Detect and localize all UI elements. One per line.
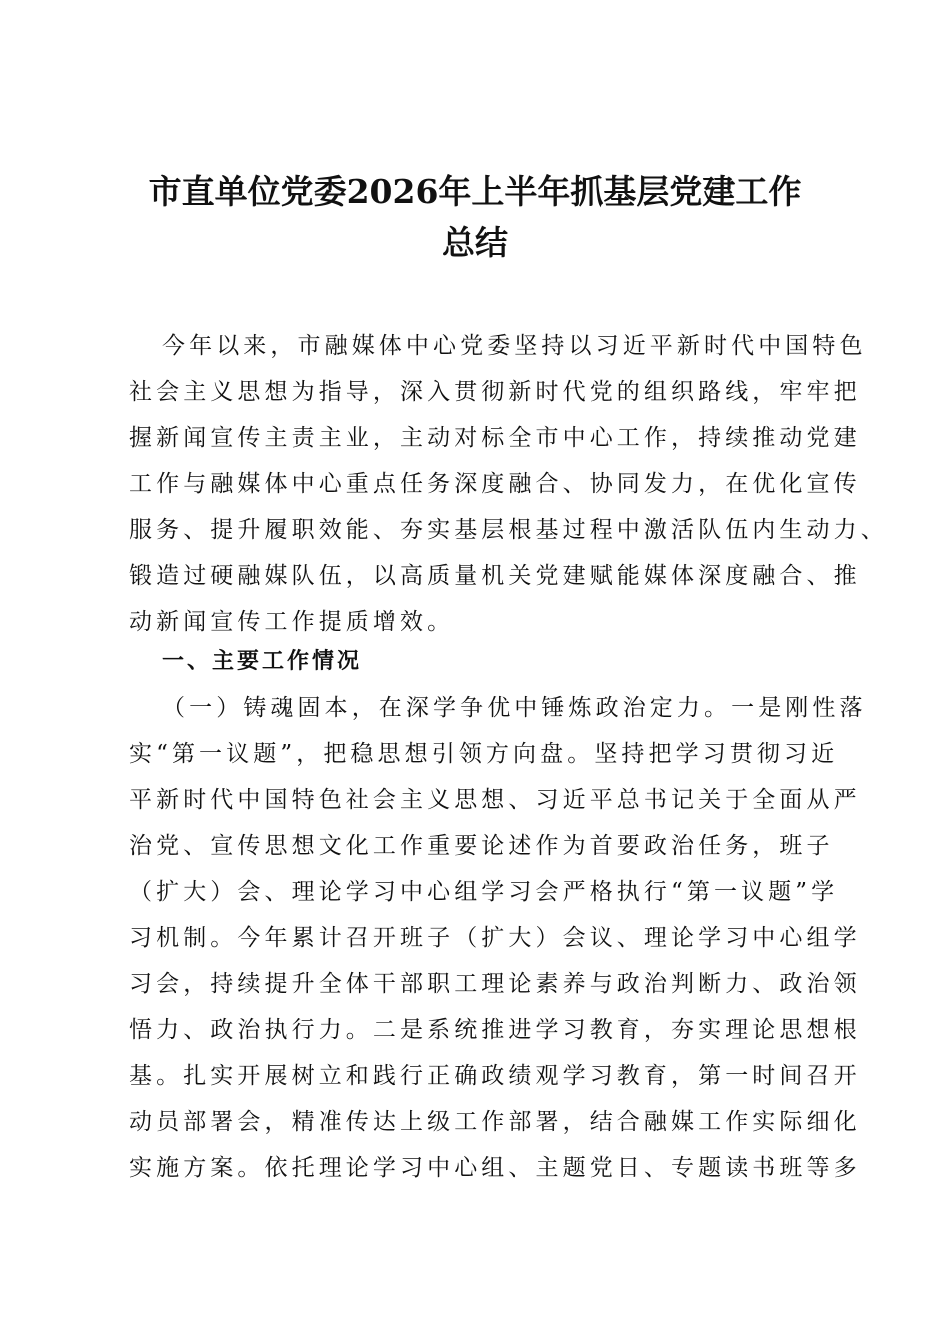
paragraph-line: 习机制。今年累计召开班子（扩大）会议、理论学习中心组学 — [129, 925, 861, 951]
paragraph-line: 社会主义思想为指导，深入贯彻新时代党的组织路线，牢牢把 — [129, 379, 861, 405]
paragraph-line: 服务、提升履职效能、夯实基层根基过程中激活队伍内生动力、 — [129, 517, 888, 543]
paragraph-line: 动新闻宣传工作提质增效。 — [129, 609, 455, 635]
paragraph-line: 实施方案。依托理论学习中心组、主题党日、专题读书班等多 — [129, 1155, 861, 1181]
paragraph-line: （一）铸魂固本，在深学争优中锤炼政治定力。一是刚性落 — [162, 695, 867, 721]
paragraph-line: 习会，持续提升全体干部职工理论素养与政治判断力、政治领 — [129, 971, 861, 997]
paragraph-line: 治党、宣传思想文化工作重要论述作为首要政治任务，班子 — [129, 833, 834, 859]
paragraph-line: （扩大）会、理论学习中心组学习会严格执行“第一议题”学 — [129, 879, 839, 905]
paragraph-line: 基。扎实开展树立和践行正确政绩观学习教育，第一时间召开 — [129, 1063, 861, 1089]
paragraph-line: 实“第一议题”，把稳思想引领方向盘。坚持把学习贯彻习近 — [129, 741, 839, 767]
section-heading: 一、主要工作情况 — [162, 649, 363, 674]
document-title-line-1: 市直单位党委2026年上半年抓基层党建工作 — [148, 172, 802, 211]
paragraph-line: 握新闻宣传主责主业，主动对标全市中心工作，持续推动党建 — [129, 425, 861, 451]
paragraph-line: 动员部署会，精准传达上级工作部署，结合融媒工作实际细化 — [129, 1109, 861, 1135]
document-title-line-2: 总结 — [442, 223, 508, 262]
paragraph-line: 工作与融媒体中心重点任务深度融合、协同发力，在优化宣传 — [129, 471, 861, 497]
paragraph-line: 悟力、政治执行力。二是系统推进学习教育，夯实理论思想根 — [129, 1017, 861, 1043]
paragraph-line: 锻造过硬融媒队伍，以高质量机关党建赋能媒体深度融合、推 — [129, 563, 861, 589]
paragraph-line: 平新时代中国特色社会主义思想、习近平总书记关于全面从严 — [129, 787, 861, 813]
paragraph-line: 今年以来，市融媒体中心党委坚持以习近平新时代中国特色 — [162, 333, 867, 359]
